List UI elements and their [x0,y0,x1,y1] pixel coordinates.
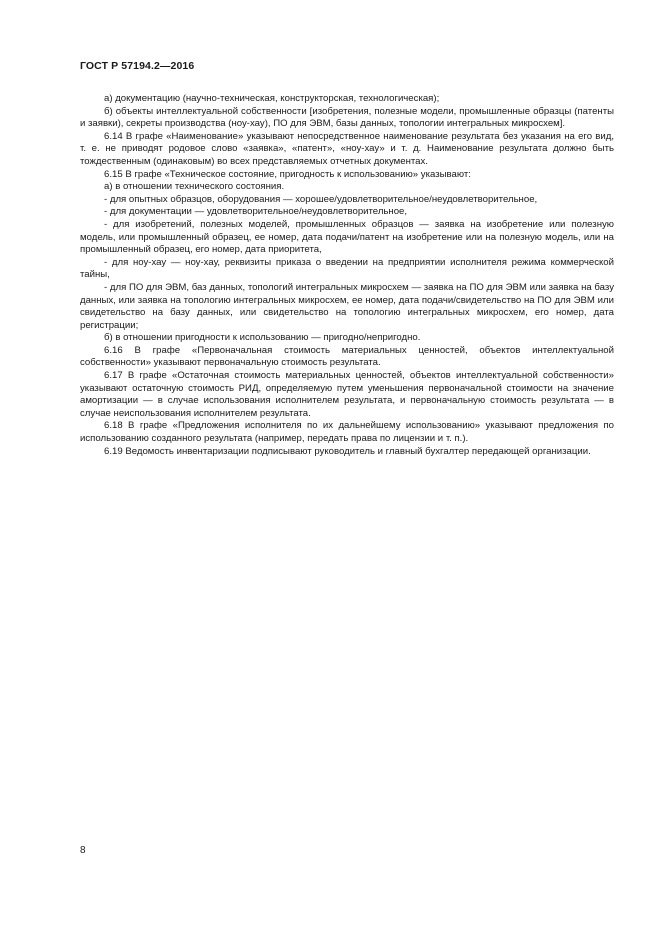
paragraph-a-documentation: а) документацию (научно-техническая, конструкторская, технологическая); [104,93,440,104]
paragraph-6-16: 6.16 В графе «Первоначальная стоимость материальных ценностей, объектов интеллектуальной собственности» указывают первоначальную стоимость результата. [80,344,614,369]
list-item-know-how: - для ноу-хау — ноу-хау, реквизиты приказа о введении на предприятии исполнителя режима коммерческой тайны, [80,256,614,281]
paragraph-6-19: 6.19 Ведомость инвентаризации подписывают руководитель и главный бухгалтер передающей организации. [104,445,591,457]
paragraph-6-15: 6.15 В графе «Техническое состояние, пригодность к использованию» указывают: [104,168,471,180]
paragraph-usability: б) в отношении пригодности к использованию — пригодно/непригодно. [104,332,421,344]
paragraph-6-17: 6.17 В графе «Остаточная стоимость материальных ценностей, объектов интеллектуальной собственности» указывают остаточную стоимость РИД, определяемую путем уменьшения первоначальной стоимости на значение амортизации — в случае использования исполнителем результата, и первоначальную стоимость результата — в случае неиспользования исполнителем результата. [80,370,614,419]
document-body [80,93,614,458]
list-item-documentation: - для документации — удовлетворительное/неудовлетворительное, [104,206,408,218]
list-item-inventions: - для изобретений, полезных моделей, промышленных образцов — заявка на изобретение или полезную модель, или промышленный образец, ее номер, дата подачи/патент на изобретение или на полезную модель, или на промышленный образец, его номер, дата приоритета, [80,218,614,256]
paragraph-6-14: 6.14 В графе «Наименование» указывают непосредственное наименование результата без указания на его вид, т. е. не приводят родовое слово «заявка», «патент», «ноу-хау» и т. д. Наименование результата должно быть тождественным (одинаковым) во всех представляемых отчетных документах. [80,130,614,167]
paragraph-6-18: 6.18 В графе «Предложения исполнителя по их дальнейшему использованию» указывают предложения по использованию созданного результата (например, передать права по лицензии и т. п.). [80,420,614,445]
page-number: 8 [80,845,86,856]
paragraph-technical-state: а) в отношении технического состояния. [104,181,285,193]
paragraph-b-ip-objects: б) объекты интеллектуальной собственности [изобретения, полезные модели, промышленные образцы (патенты и заявки), секреты производства (ноу-хау), ПО для ЭВМ, базы данных, топологии интегральных микросхем]. [80,105,614,130]
list-item-software: - для ПО для ЭВМ, баз данных, топологий интегральных микросхем — заявка на ПО для ЭВМ или заявка на базу данных, или заявка на топологию интегральных микросхем, ее номер, дата подачи/свидетельство на ПО для ЭВМ или свидетельство на базу данных, или свидетельство на топологию интегральных микросхем, его номер, дата регистрации; [80,281,614,331]
document-header: ГОСТ Р 57194.2—2016 [80,60,195,72]
list-item-prototypes: - для опытных образцов, оборудования — хорошее/удовлетворительное/неудовлетворительное, [104,193,538,205]
